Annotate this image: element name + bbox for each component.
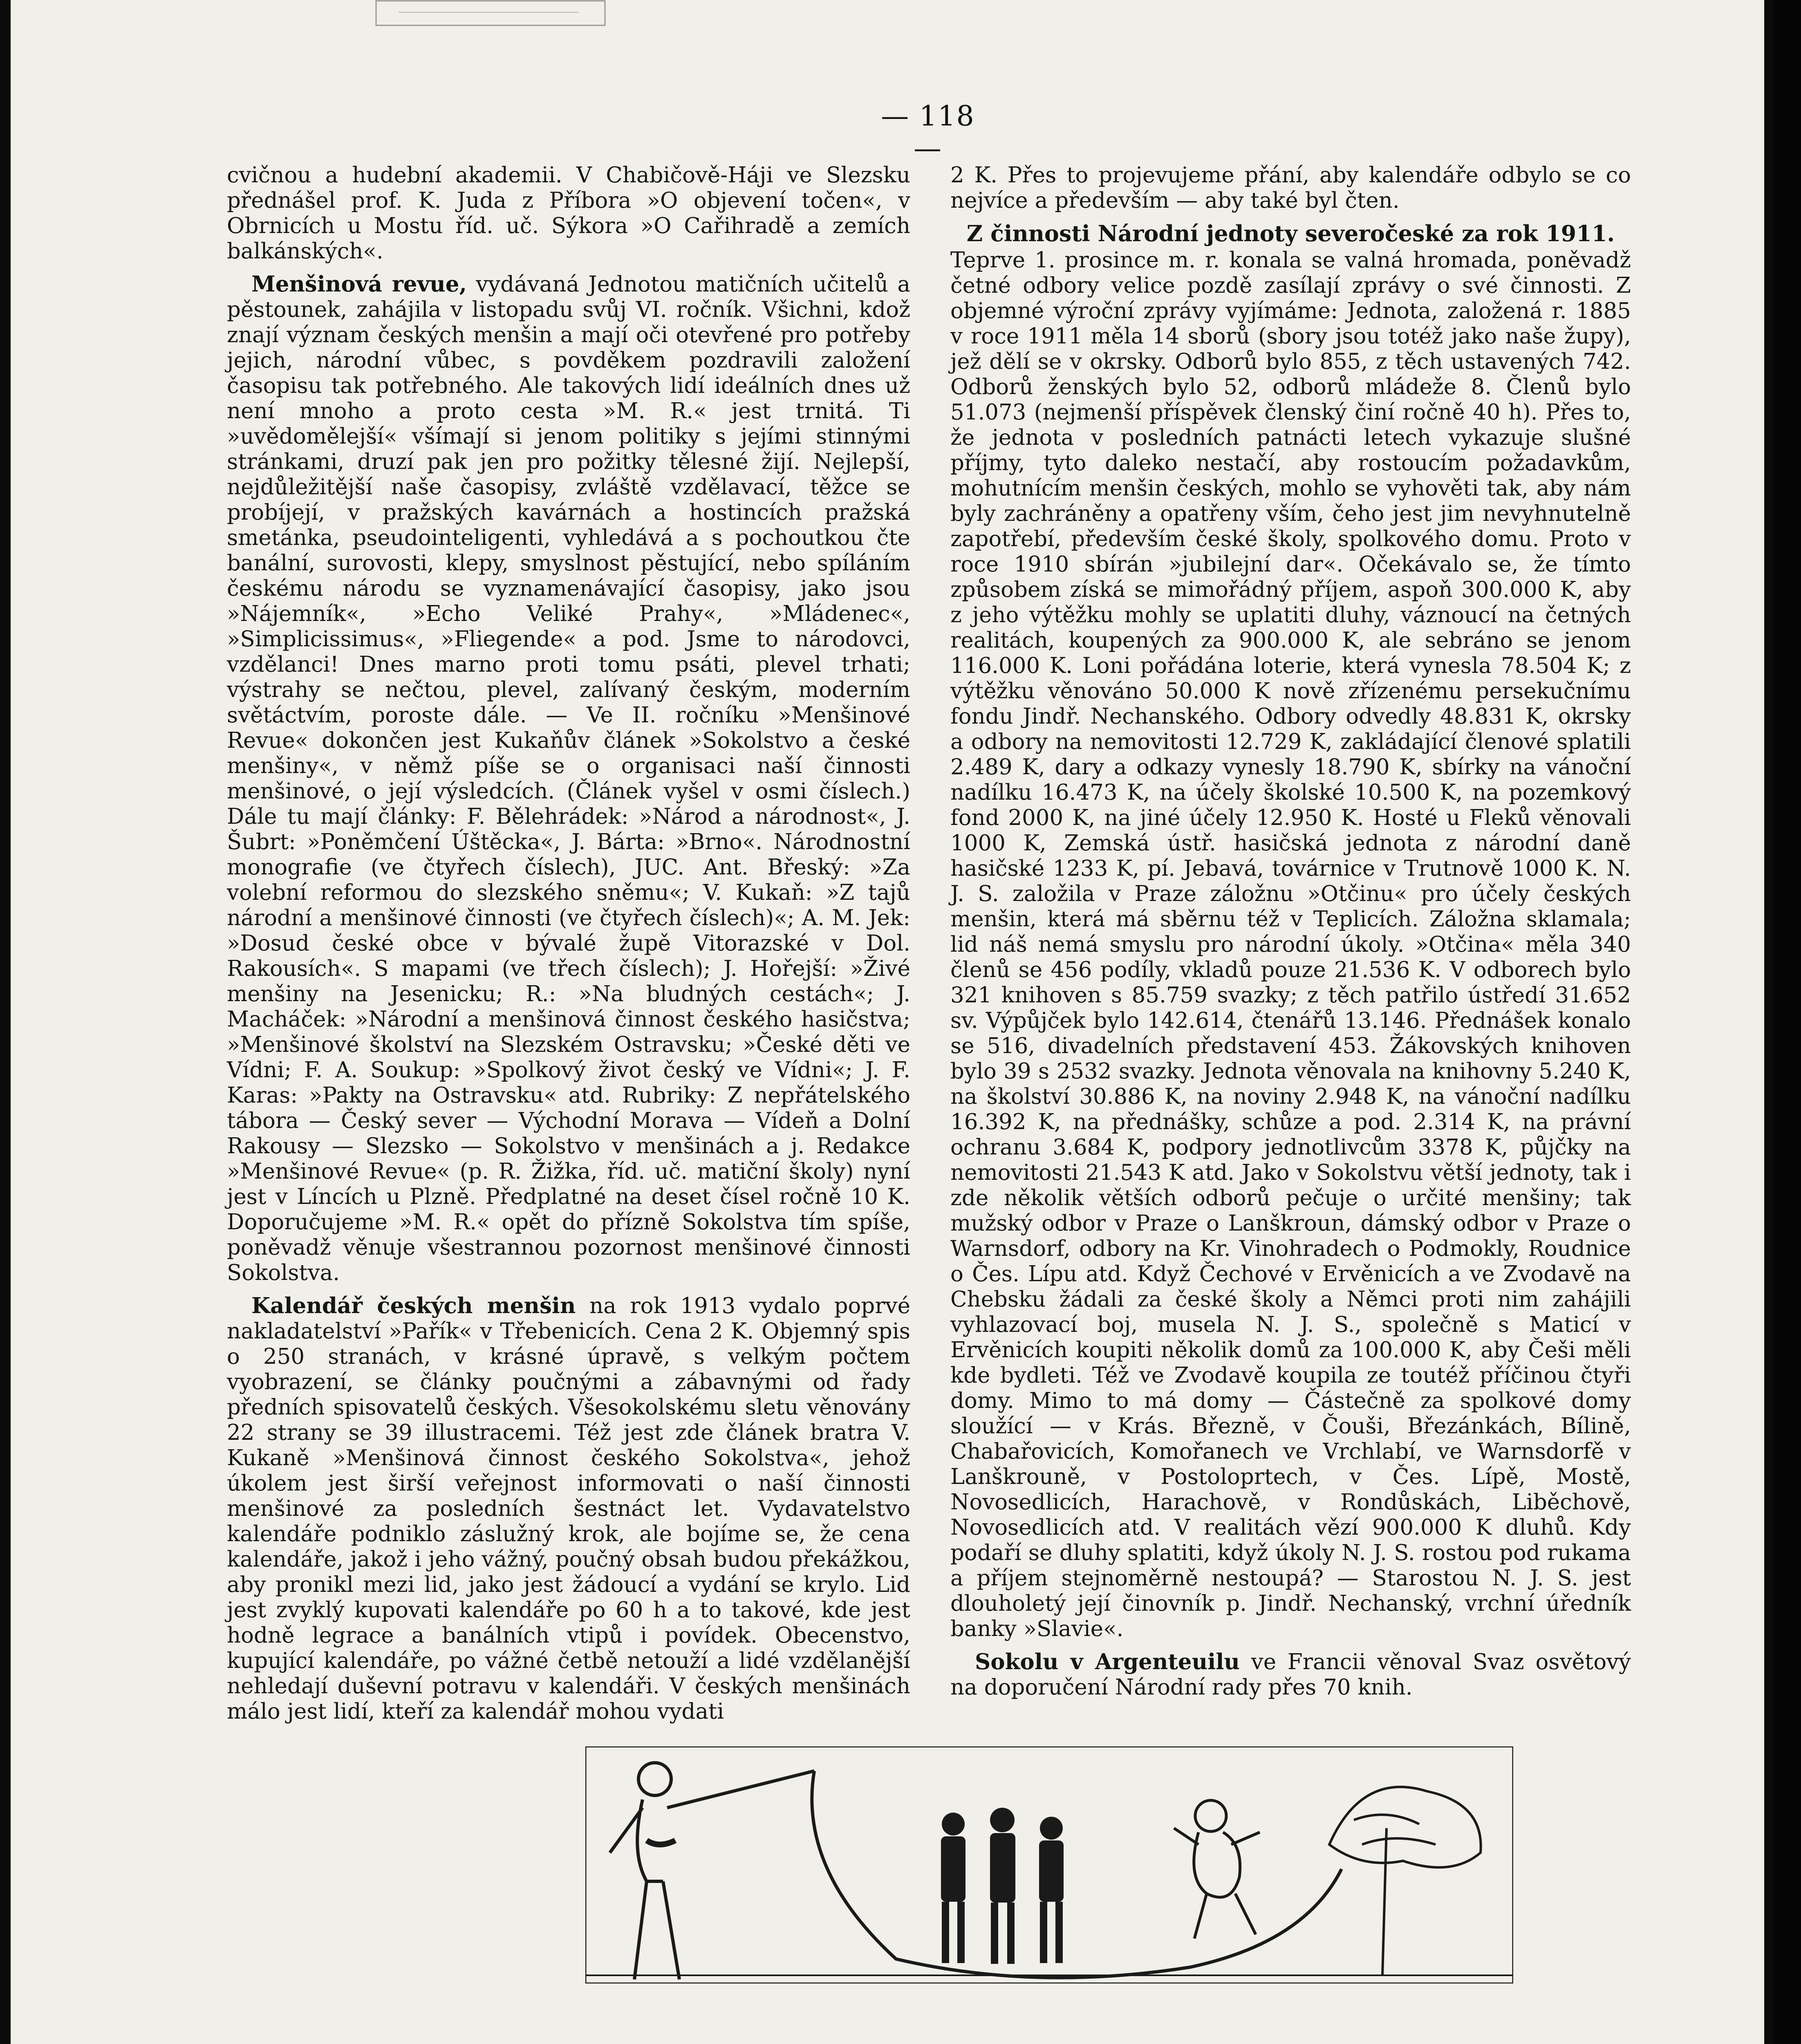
lead-kalendar: Kalendář českých menšin bbox=[251, 1293, 576, 1318]
body-argenteuil: ve Francii věnoval Svaz osvětový na doporučení Národní rady přes 70 knih. bbox=[950, 1650, 1631, 1700]
library-stamp-mark bbox=[374, 0, 607, 29]
paragraph-akademie: cvičnou a hudební akademii. V Chabičově-Háji ve Slezsku přednášel prof. K. Juda z Příbora »O objevení točen«, v Obrnicích u Mostu říd. uč. Sýkora »O Cařihradě a zemích balkánských«. bbox=[227, 163, 910, 264]
book-spine-edge bbox=[1773, 0, 1801, 2044]
body-kalendar: na rok 1913 vydalo poprvé nakladatelství »Pařík« v Třebenicích. Cena 2 K. Objemný spis o 250 stranách, v krásné úpravě, s velkým počtem vyobrazení, se články poučnými a zábavnými od řady předních spisovatelů českých. Všesokolskému sletu věnovány 22 strany se 39 illustracemi. Též jest zde článek bratra V. Kukaně »Menšinová činnost českého Sokolstva«, jehož úkolem jest širší veřejnost informovati o naší činnosti menšinové za posledních šestnáct let. Vydavatelstvo kalendáře podniklo záslužný krok, ale bojíme se, že cena kalendáře, jakož i jeho vážný, poučný obsah budou překážkou, aby pronikl mezi lid, jako jest žádoucí a vydání se krylo. Lid jest zvyklý kupovati kalendáře po 60 h a to takové, kde jest hodně legrace a banálních vtipů i povídek. Obecenstvo, kupující kalendáře, po vážné četbě netouží a lidé vzdělanější nehledají duševní potravu v kalendáři. V českých menšinách málo jest lidí, kteří za kalendář mohou vydati bbox=[227, 1293, 910, 1724]
paragraph-narodni-jednota: Teprve 1. prosince m. r. konala se valná hromada, poněvadž četné odbory velice pozdě zasílají zprávy o své činnosti. Z objemné výroční zprávy vyjímáme: Jednota, založená r. 1885 v roce 1911 měla 14 sborů (sbory jsou totéž jako naše župy), jež dělí se v okrsky. Odborů bylo 855, z těch ustavených 742. Odborů ženských bylo 52, odborů mládeže 8. Členů bylo 51.073 (nejmenší příspěvek členský činí ročně 40 h). Přes to, že jednota v posledních patnácti letech vykazuje slušné příjmy, tyto daleko nestačí, aby rostoucím požadavkům, mohutnícím menšin českých, mohlo se vyhověti tak, aby nám byly zachráněny a opatřeny vším, čeho jest jim nevyhnutelně zapotřebí, především české školy, spolkového domu. Proto v roce 1910 sbírán »jubilejní dar«. Očekávalo se, že tímto způsobem získá se mimořádný příjem, aspoň 300.000 K, aby z jeho výtěžku mohly se uplatiti dluhy, váznoucí na četných realitách, koupených za 900.000 K, ale sebráno se jenom 116.000 K. Loni pořádána loterie, která vynesla 78.504 K; z výtěžku věnováno 50.000 K nově zřízenému persekučnímu fondu Jindř. Nechanského. Odbory odvedly 48.831 K, okrsky a odbory na nemovitosti 12.729 K, zakládající členové splatili 2.489 K, dary a odkazy vynesly 18.790 K, sbírky na vánoční nadílku 16.473 K, na účely školské 10.500 K, na pozemkový fond 2000 K, na jiné účely 12.950 K. Hosté u Fleků věnovali 1000 K, Zemská ústř. hasičská jednota z národní daně hasičské 1233 K, pí. Jebavá, továrnice v Trutnově 1000 K. N. J. S. založila v Praze záložnu »Otčinu« pro účely českých menšin, která má sběrnu též v Teplicích. Záložna sklamala; lid náš nemá smyslu pro národní úkoly. »Otčina« měla 340 členů se 456 podíly, vkladů pouze 21.536 K. V odborech bylo 321 knihoven s 85.759 svazky; z těch patřilo ústředí 31.652 sv. Výpůjček bylo 142.614, čtenářů 13.146. Přednášek konalo se 516, divadelních představení 453. Žákovských knihoven bylo 39 s 2532 svazky. Jednota věnovala na knihovny 5.240 K, na školství 30.886 K, na noviny 2.948 K, na vánoční nadílku 16.392 K, na přednášky, schůze a pod. 2.314 K, na právní ochranu 3.684 K, podpory jednotlivcům 3378 K, půjčky na nemovitosti 21.543 K atd. Jako v Sokolstvu větší jednoty, tak i zde několik větších odborů pečuje o určité menšiny; tak mužský odbor v Praze o Lanškroun, dámský odbor v Praze o Warnsdorf, odbory na Kr. Vinohradech o Podmokly, Roudnice o Čes. Lípu atd. Když Čechové v Ervěnicích a ve Zvodavě na Chebsku žádali za české školy a Němci proti nim zahájili vyhlazovací boj, musela N. J. S., společně s Maticí v Ervěnicích koupiti několik domů za 100.000 K, aby Češi měli kde bydleti. Též ve Zvodavě koupila ze toutéž příčinou čtyři domy. Mimo to má domy — Částečně za spolkové domy sloužící — v Krás. Březně, v Čouši, Březánkách, Bílině, Chabařovicích, Komořanech ve Vrchlabí, ve Warnsdorfě v Lanškrouně, v Postoloprtech, v Čes. Lípě, Mostě, Novosedlicích, Harachově, v Rondůskách, Liběchově, Novosedlicích atd. V realitách vězí 900.000 K dluhů. Kdy podaří se dluhy splatiti, když úkoly N. J. S. rostou pod rukama a příjem stejnoměrně nestoupá? — Starostou N. J. S. jest dlouholetý její činovník p. Jindř. Nechanský, vrchní úředník banky »Slavie«. bbox=[950, 248, 1631, 1641]
right-column bbox=[950, 163, 1631, 1708]
left-column bbox=[227, 163, 910, 1732]
jump-rope-illustration bbox=[585, 1746, 1513, 1983]
lead-mensinova-revue: Menšinová revue, bbox=[251, 271, 467, 297]
paragraph-mensinova-revue bbox=[227, 271, 910, 1286]
section-heading-narodni-jednota: Z činnosti Národní jednoty severočeské za rok 1911. bbox=[966, 220, 1615, 247]
paragraph-argenteuil bbox=[950, 1649, 1631, 1700]
lead-argenteuil: Sokolu v Argenteuilu bbox=[975, 1649, 1240, 1674]
paragraph-kalendar bbox=[227, 1293, 910, 1724]
paragraph-continuation: 2 K. Přes to projevujeme přání, aby kalendáře odbylo se co nejvíce a především — aby také byl čten. bbox=[950, 163, 1631, 213]
page-number: — 118 — bbox=[881, 100, 975, 165]
body-mensinova-revue: vydávaná Jednotou matičních učitelů a pěstounek, zahájila v listopadu svůj VI. ročník. Všichni, kdož znají význam českých menšin a mají oči otevřené pro potřeby jejich, národní vůbec, s povděkem pozdravili založení časopisu tak potřebného. Ale takových lidí ideálních dnes už není mnoho a proto cesta »M. R.« jest trnitá. Ti »uvědomělejší« všímají si jenom politiky s jejími stinnými stránkami, druzí pak jen pro požitky tělesné žijí. Nejlepší, nejdůležitější naše časopisy, zvláště vzdělavací, těžce se probíjejí, v pražských kavárnách a hostincích pražská smetánka, pseudointeligenti, vyhledává a s pochoutkou čte banální, surovosti, klepy, smyslnost pěstující, nebo spíláním českému národu se vyznamenávající časopisy, jako jsou »Nájemník«, »Echo Veliké Prahy«, »Mládenec«, »Simplicissimus«, »Fliegende« a pod. Jsme to národovci, vzdělanci! Dnes marno proti tomu psáti, plevel trhati; výstrahy se nečtou, plevel, zalívaný českým, moderním světáctvím, poroste dále. — Ve II. ročníku »Menšinové Revue« dokončen jest Kukaňův článek »Sokolstvo a české menšiny«, v němž píše se o organisaci naší činnosti menšinové, o její výsledcích. (Článek vyšel v osmi číslech.) Dále tu mají články: F. Bělehrádek: »Národ a národnost«, J. Šubrt: »Poněmčení Úštěcka«, J. Bárta: »Brno«. Národnostní monografie (ve čtyřech číslech), JUC. Ant. Břeský: »Za volební reformou do slezského sněmu«; V. Kukaň: »Z tajů národní a menšinové činnosti (ve čtyřech číslech)«; A. M. Jek: »Dosud české obce v bývalé župě Vitorazské v Dol. Rakousích«. S mapami (ve třech číslech); J. Hořejší: »Živé menšiny na Jesenicku; R.: »Na bludných cestách«; J. Macháček: »Národní a menšinová činnost českého hasičstva; »Menšinové školství na Slezském Ostravsku; »České děti ve Vídni; F. A. Soukup: »Spolkový život český ve Vídni«; J. F. Karas: »Pakty na Ostravsku« atd. Rubriky: Z nepřátelského tábora — Český sever — Východní Morava — Vídeň a Dolní Rakousy — Slezsko — Sokolstvo v menšinách a j. Redakce »Menšinové Revue« (p. R. Žižka, říd. uč. matiční školy) nyní jest v Líncích u Plzně. Předplatné na deset čísel ročně 10 K. Doporučujeme »M. R.« opět do přízně Sokolstva tím spíše, poněvadž věnuje všestrannou pozornost menšinové činnosti Sokolstva. bbox=[227, 272, 910, 1285]
